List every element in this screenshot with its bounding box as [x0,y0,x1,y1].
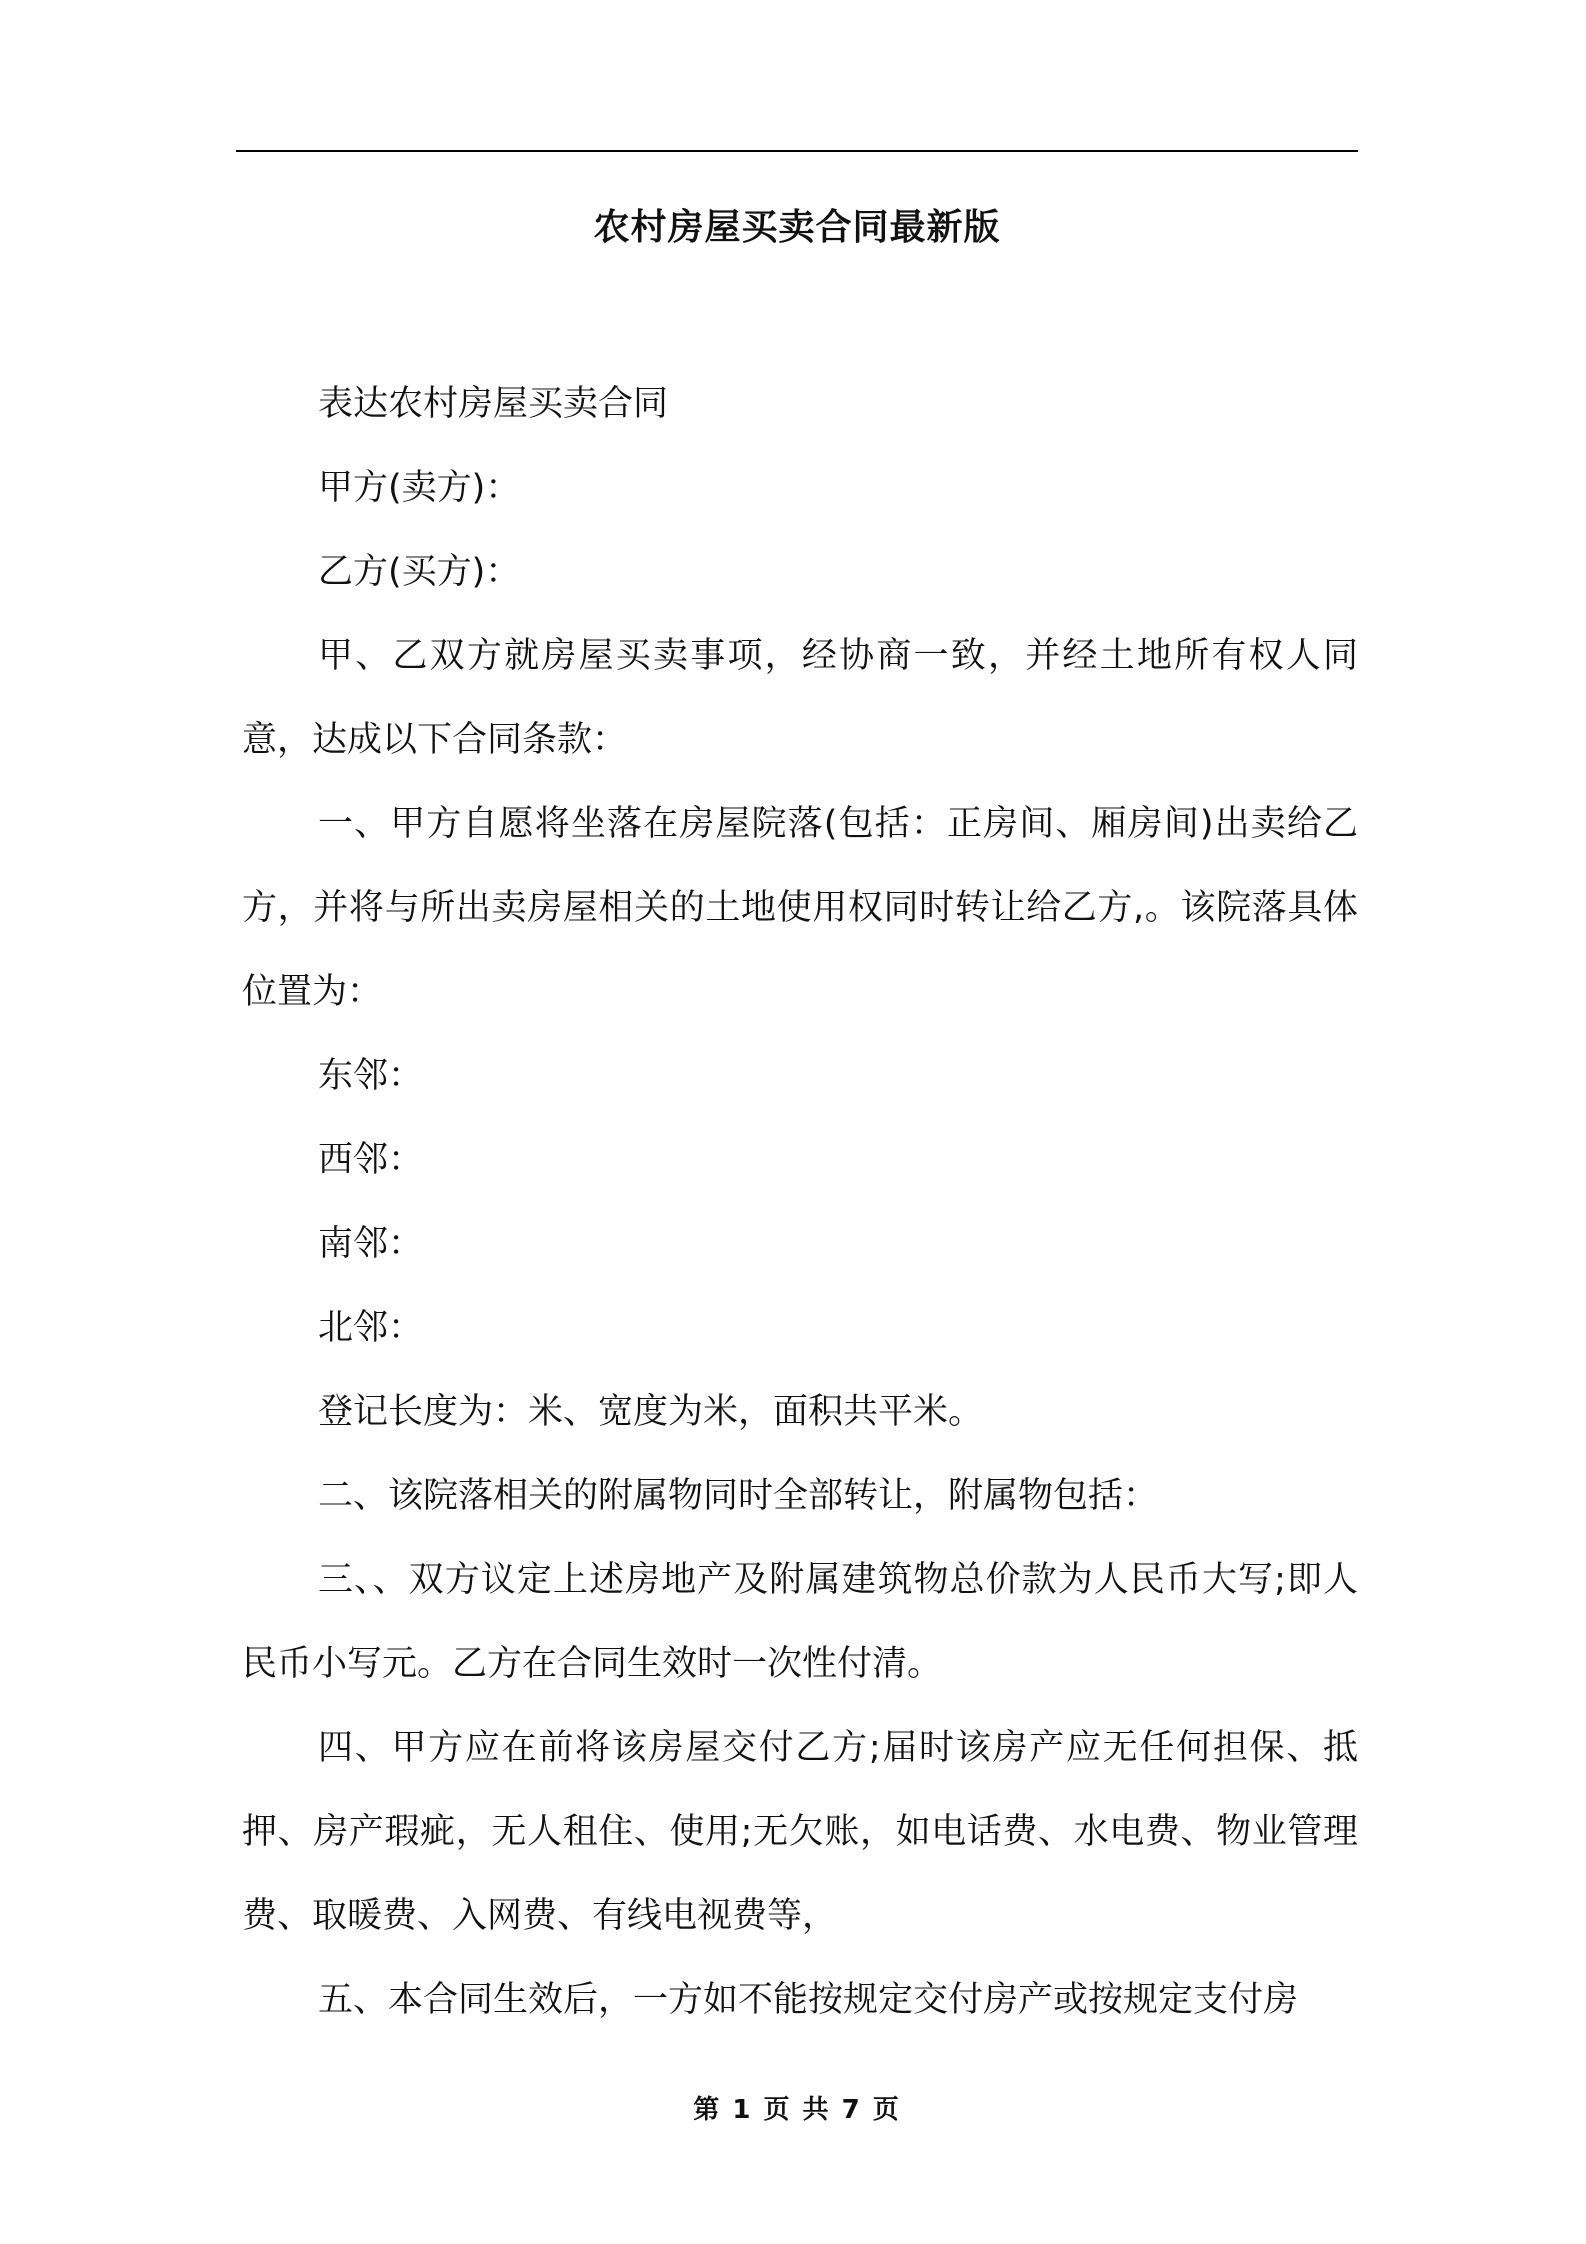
header-rule [236,150,1358,152]
paragraph-preamble: 甲、乙双方就房屋买卖事项，经协商一致，并经土地所有权人同意，达成以下合同条款： [242,636,1358,760]
paragraph-north-neighbor: 北邻： [318,1308,424,1348]
paragraph-party-b: 乙方(买方)： [318,552,521,592]
paragraph-contract-name: 表达农村房屋买卖合同 [318,384,669,424]
paragraph-south-neighbor: 南邻： [318,1224,424,1264]
paragraph-clause-4: 四、甲方应在前将该房屋交付乙方;届时该房产应无任何担保、抵押、房产瑕疵，无人租住、使用;无欠账，如电话费、水电费、物业管理费、取暖费、入网费、有线电视费等， [242,1728,1358,1936]
paragraph-clause-2: 二、该院落相关的附属物同时全部转让，附属物包括： [318,1476,1159,1516]
page-number-footer: 第 1 页 共 7 页 [693,2095,901,2125]
paragraph-clause-1: 一、甲方自愿将坐落在房屋院落(包括：正房间、厢房间)出卖给乙方，并将与所出卖房屋相关的土地使用权同时转让给乙方,。该院落具体位置为： [242,804,1358,1012]
paragraph-clause-3: 三、、双方议定上述房地产及附属建筑物总价款为人民币大写;即人民币小写元。乙方在合同生效时一次性付清。 [242,1560,1358,1684]
paragraph-dimensions: 登记长度为：米、宽度为米，面积共平米。 [318,1392,984,1432]
paragraph-clause-5: 五、本合同生效后，一方如不能按规定交付房产或按规定支付房 [318,1980,1299,2020]
paragraph-east-neighbor: 东邻： [318,1056,424,1096]
paragraph-west-neighbor: 西邻： [318,1140,424,1180]
paragraph-party-a: 甲方(卖方)： [318,468,521,508]
document-body [242,362,1358,2042]
document-title: 农村房屋买卖合同最新版 [593,207,1001,248]
